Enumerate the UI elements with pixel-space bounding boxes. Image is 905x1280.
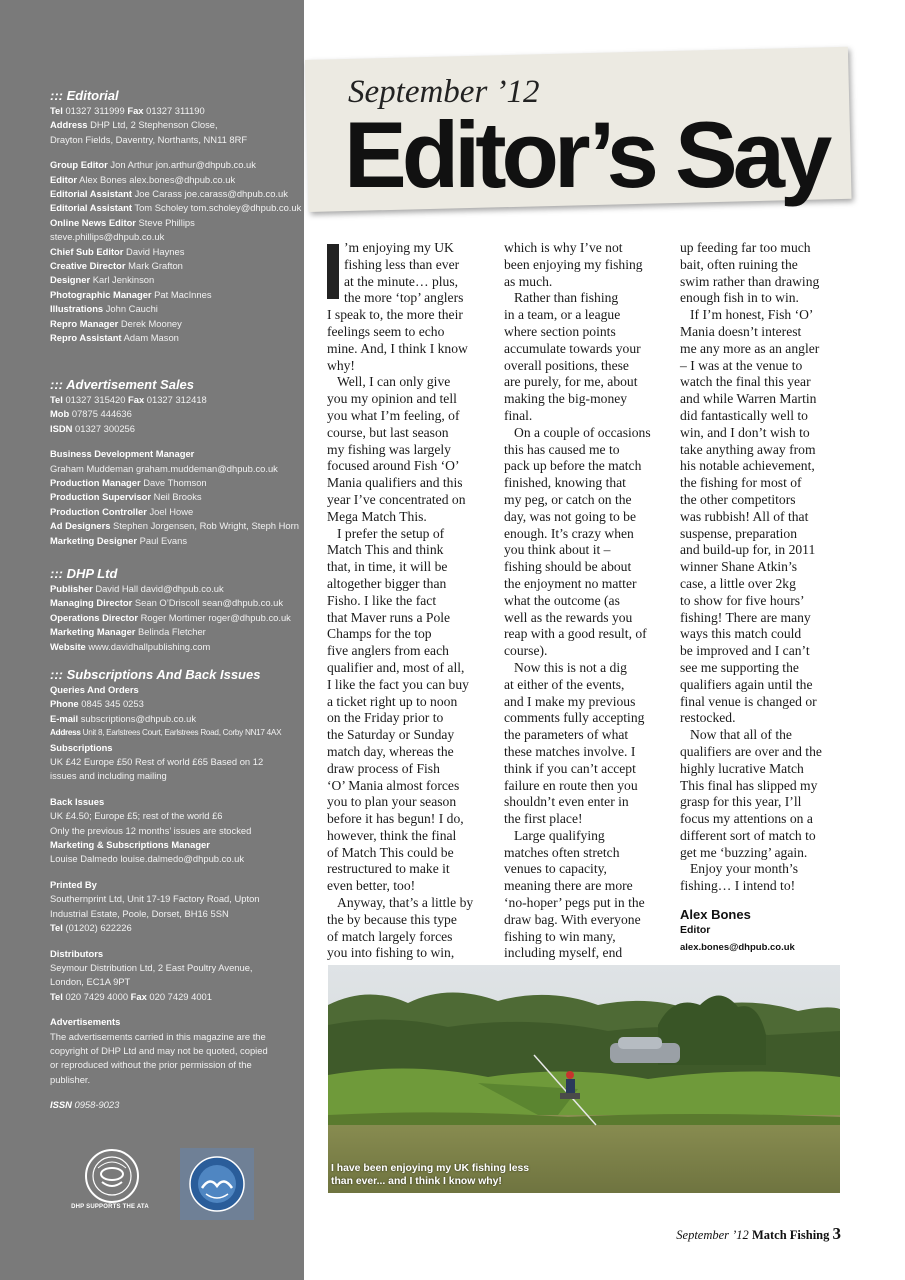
- article-line: Well, I can only give: [337, 374, 451, 390]
- article-line: feelings seem to echo: [327, 323, 445, 339]
- article-line: match day, whereas the: [327, 743, 454, 759]
- bdm-detail: Graham Muddeman graham.muddeman@dhpub.co.uk: [50, 462, 278, 474]
- article-line: me any more as an angler: [680, 340, 820, 356]
- article-line: on the Friday prior to: [327, 710, 444, 726]
- article-photo: [328, 965, 840, 1193]
- ads-staff-list: [50, 476, 300, 548]
- distributors-label: Distributors: [50, 947, 104, 959]
- article-line: Match This and think: [327, 542, 444, 558]
- article-line: I speak to, the more their: [327, 307, 463, 323]
- distributors-1: Seymour Distribution Ltd, 2 East Poultry Avenue,: [50, 961, 253, 973]
- article-column-3: [680, 240, 842, 955]
- article-line: the by because this type: [327, 911, 457, 927]
- printed-by-1: Southernprint Ltd, Unit 17-19 Factory Road, Upton: [50, 893, 260, 905]
- article-line: been enjoying my fishing: [504, 256, 643, 272]
- article-line: finished, knowing that: [504, 475, 626, 491]
- staff-line: Illustrations John Cauchi: [50, 303, 158, 315]
- article-line: restocked.: [680, 710, 736, 726]
- article-line: as much.: [504, 273, 553, 289]
- queries-label: Queries And Orders: [50, 684, 139, 695]
- article-line: swim rather than drawing: [680, 273, 820, 289]
- article-line: fishing to win many,: [504, 928, 616, 944]
- article-line: this has caused me to: [504, 441, 620, 457]
- editorial-address-2: Drayton Fields, Daventry, Northants, NN11 8RF: [50, 133, 248, 145]
- article-line: final venue is changed or: [680, 693, 817, 709]
- marketing-detail: Louise Dalmedo louise.dalmedo@dhpub.co.uk: [50, 853, 245, 865]
- subs-email: E-mail subscriptions@dhpub.co.uk: [50, 712, 197, 724]
- article-line: overall positions, these: [504, 357, 629, 373]
- subscriptions-heading: ::: Subscriptions And Back Issues: [50, 667, 261, 682]
- article-line: to show for five hours’: [680, 592, 805, 608]
- staff-line: Designer Karl Jenkinson: [50, 274, 155, 286]
- ads-mobile: Mob 07875 444636: [50, 408, 132, 420]
- article-line: even better, too!: [327, 878, 416, 894]
- article-line: the Saturday or Sunday: [327, 727, 455, 743]
- article-line: altogether bigger than: [327, 575, 447, 591]
- footer-issue: September ’12: [676, 1228, 749, 1242]
- article-line: suspense, preparation: [680, 525, 798, 541]
- article-line: highly lucrative Match: [680, 760, 804, 776]
- article-line: grasp for this year, I’ll: [680, 794, 802, 810]
- article-line: these matches involve. I: [504, 743, 636, 759]
- article-line: you what I’m feeling, of: [327, 407, 460, 423]
- editorial-heading: ::: Editorial: [50, 88, 119, 103]
- article-line: Fisho. I like the fact: [327, 592, 437, 608]
- article-line: qualifiers are over and the: [680, 743, 822, 759]
- article-line: I like the fact you can buy: [327, 676, 469, 692]
- staff-line: Managing Director Sean O’Driscoll sean@dhpub.co.uk: [50, 597, 284, 609]
- article-line: my peg, or catch on the: [504, 491, 632, 507]
- article-line: venues to capacity,: [504, 861, 607, 877]
- article-line: that Maver runs a Pole: [327, 609, 451, 625]
- advertisements-3: or reproduced without the prior permission of the: [50, 1059, 252, 1071]
- advertisement-sales-heading: ::: Advertisement Sales: [50, 377, 195, 392]
- article-line: focus my attentions on a: [680, 811, 813, 827]
- article-line: different sort of match to: [680, 827, 816, 843]
- advertisements-2: copyright of DHP Ltd and may not be quoted, copied: [50, 1044, 268, 1056]
- distributors-2: London, EC1A 9PT: [50, 976, 131, 988]
- article-column-1: [327, 240, 489, 962]
- staff-line: Group Editor Jon Arthur jon.arthur@dhpub.co.uk: [50, 159, 256, 171]
- article-line: are purely, for me, about: [504, 374, 638, 390]
- article-line: that, in time, it will be: [327, 559, 448, 575]
- article-line: before it has begun! I do,: [327, 811, 464, 827]
- article-line: the parameters of what: [504, 727, 629, 743]
- article-line: you to plan your season: [327, 794, 457, 810]
- article-line: draw bag. With everyone: [504, 911, 641, 927]
- article-line: Now that all of the: [690, 727, 792, 743]
- staff-line: Production Supervisor Neil Brooks: [50, 491, 202, 503]
- angling-trust-badge-icon: [180, 1148, 254, 1220]
- subs-prices: UK £42 Europe £50 Rest of world £65 Based on 12: [50, 756, 264, 768]
- ads-isdn: ISDN 01327 300256: [50, 422, 135, 434]
- article-line: Rather than fishing: [514, 290, 619, 306]
- article-line: was rubbish! All of that: [680, 508, 809, 524]
- staff-line: Operations Director Roger Mortimer roger@dhpub.co.uk: [50, 611, 291, 623]
- logos: [71, 1148, 260, 1228]
- staff-line: Marketing Manager Belinda Fletcher: [50, 626, 206, 638]
- article-line: the enjoyment no matter: [504, 575, 637, 591]
- dhp-heading: ::: DHP Ltd: [50, 566, 118, 581]
- editorial-address: Address DHP Ltd, 2 Stephenson Close,: [50, 119, 218, 131]
- article-line: Mania doesn’t interest: [680, 323, 802, 339]
- article-line: the other competitors: [680, 491, 796, 507]
- staff-line: Editor Alex Bones alex.bones@dhpub.co.uk: [50, 173, 236, 185]
- article-line: at either of the events,: [504, 676, 625, 692]
- staff-line: Creative Director Mark Grafton: [50, 260, 183, 272]
- article-line: get me ‘buzzing’ again.: [680, 844, 808, 860]
- staff-line: Editorial Assistant Joe Carass joe.carass@dhpub.co.uk: [50, 188, 288, 200]
- article-line: which is why I’ve not: [504, 240, 623, 255]
- article-line: of Match This could be: [327, 844, 454, 860]
- back-issues-prices: UK £4.50; Europe £5; rest of the world £6: [50, 810, 223, 822]
- article-line: Enjoy your month’s: [690, 861, 798, 877]
- article-line: fishing… I intend to!: [680, 878, 796, 894]
- article-line: qualifiers again until the: [680, 676, 813, 692]
- article-line: making the big-money: [504, 391, 628, 407]
- advertisement-sales-section: [50, 377, 300, 548]
- page-title: Editor’s Say: [344, 102, 828, 207]
- article-line: fishing less than ever: [344, 256, 460, 272]
- article-line: failure en route then you: [504, 777, 638, 793]
- article-line: mine. And, I think I know: [327, 340, 468, 356]
- article-line: of match largely forces: [327, 928, 453, 944]
- article-line: reap with a good result, of: [504, 626, 647, 642]
- angler-at-lake-image: [328, 965, 840, 1193]
- subs-phone: Phone 0845 345 0253: [50, 698, 144, 710]
- article-line: Mega Match This.: [327, 508, 427, 524]
- article-line: up feeding far too much: [680, 240, 811, 255]
- staff-line: Editorial Assistant Tom Scholey tom.scholey@dhpub.co.uk: [50, 202, 302, 214]
- marketing-label: Marketing & Subscriptions Manager: [50, 839, 210, 851]
- staff-line: Marketing Designer Paul Evans: [50, 534, 188, 546]
- editorial-section: [50, 88, 300, 346]
- article-line: in a team, or a league: [504, 307, 621, 323]
- article-line: five anglers from each: [327, 643, 449, 659]
- article-line: the first place!: [504, 811, 583, 827]
- article-line: course).: [504, 643, 548, 659]
- page-number: 3: [832, 1224, 841, 1243]
- article-line: the more ‘top’ anglers: [344, 290, 464, 306]
- article-line: qualifier and, most of all,: [327, 659, 465, 675]
- subs-address: Address Unit 8, Earlstrees Court, Earlstrees Road, Corby NN17 4AX: [50, 728, 282, 738]
- article-line: case, a little over 2kg: [680, 575, 796, 591]
- back-issues-label: Back Issues: [50, 795, 105, 807]
- back-issues-note: Only the previous 12 months’ issues are stocked: [50, 824, 252, 836]
- article-line: focused around Fish ‘O’: [327, 458, 460, 474]
- article-line: including myself, end: [504, 945, 623, 961]
- signature-email: alex.bones@dhpub.co.uk: [680, 942, 795, 954]
- page-footer: [676, 1224, 841, 1244]
- subs-prices-2: issues and including mailing: [50, 770, 167, 782]
- article-line: Now this is not a dig: [514, 659, 627, 675]
- article-line: watch the final this year: [680, 374, 811, 390]
- staff-line: Ad Designers Stephen Jorgensen, Rob Wright, Steph Horn: [50, 520, 299, 532]
- article-line: Anyway, that’s a little by: [337, 895, 474, 911]
- article-line: well as the rewards you: [504, 609, 633, 625]
- article-line: see me supporting the: [680, 659, 799, 675]
- article-line: Large qualifying: [514, 827, 605, 843]
- article-line: final.: [504, 407, 533, 423]
- article-line: where section points: [504, 323, 616, 339]
- article-line: enough. It’s crazy when: [504, 525, 634, 541]
- article-line: ‘O’ Mania almost forces: [327, 777, 460, 793]
- staff-line: Production Controller Joel Howe: [50, 505, 194, 517]
- staff-line: steve.phillips@dhpub.co.uk: [50, 231, 165, 243]
- photo-caption: I have been enjoying my UK fishing less than ever... and I think I know why!: [331, 1163, 530, 1187]
- article-line: enough fish in to win.: [680, 290, 799, 306]
- article-line: matches often stretch: [504, 844, 620, 860]
- footer-magazine: Match Fishing: [751, 1228, 830, 1242]
- masthead-sidebar: [0, 0, 304, 1280]
- signature-role: Editor: [680, 924, 711, 937]
- printed-by-2: Industrial Estate, Poole, Dorset, BH16 5SN: [50, 907, 229, 919]
- article-line: and I make my previous: [504, 693, 636, 709]
- article-line: draw process of Fish: [327, 760, 440, 776]
- article-line: course, but last season: [327, 424, 449, 440]
- bdm-label: Business Development Manager: [50, 448, 195, 460]
- dhp-section: [50, 566, 300, 654]
- article-line: ways this match could: [680, 626, 802, 642]
- dhp-staff-list: [50, 582, 300, 654]
- article-line: fishing! There are many: [680, 609, 811, 625]
- printed-by-tel: Tel (01202) 622226: [50, 922, 132, 934]
- staff-line: Repro Manager Derek Mooney: [50, 317, 182, 329]
- ads-phone: Tel 01327 315420 Fax 01327 312418: [50, 394, 207, 405]
- staff-line: Publisher David Hall david@dhpub.co.uk: [50, 583, 224, 594]
- staff-line: Website www.davidhallpublishing.com: [50, 640, 211, 652]
- distributors-tel: Tel 020 7429 4000 Fax 020 7429 4001: [50, 990, 212, 1002]
- article-line: comments fully accepting: [504, 710, 645, 726]
- article-line: what the outcome (as: [504, 592, 620, 608]
- article-line: meaning there are more: [504, 878, 633, 894]
- editorial-phone: Tel 01327 311999 Fax 01327 311190: [50, 105, 205, 116]
- signature-name: Alex Bones: [680, 907, 751, 923]
- article-line: be improved and I can’t: [680, 643, 810, 659]
- article-line: winner Shane Atkin’s: [680, 559, 798, 575]
- article-line: day, was not going to be: [504, 508, 637, 524]
- article-line: did fantastically well to: [680, 407, 808, 423]
- ata-caption: DHP SUPPORTS THE ATA: [71, 1204, 149, 1210]
- article-line: his notable achievement,: [680, 458, 815, 474]
- ata-logo-icon: [84, 1148, 140, 1204]
- article-line: If I’m honest, Fish ‘O’: [690, 307, 814, 323]
- article-line: you think about it –: [504, 542, 611, 558]
- advertisements-1: The advertisements carried in this magazine are the: [50, 1030, 266, 1042]
- article-line: year I’ve concentrated on: [327, 491, 466, 507]
- drop-cap-i: [327, 244, 339, 299]
- staff-line: Production Manager Dave Thomson: [50, 477, 207, 489]
- article-line: Mania qualifiers and this: [327, 475, 463, 491]
- article-line: accumulate towards your: [504, 340, 641, 356]
- article-line: win, and I don’t wish to: [680, 424, 810, 440]
- article-line: you into fishing to win,: [327, 945, 455, 961]
- article-line: the fishing for most of: [680, 475, 802, 491]
- article-line: ‘no-hoper’ pegs put in the: [504, 895, 645, 911]
- staff-line: Repro Assistant Adam Mason: [50, 332, 179, 344]
- issue-label: September ’12: [348, 74, 540, 110]
- article-line: think if you can’t accept: [504, 760, 636, 776]
- article-column-2: [504, 240, 666, 962]
- issn: ISSN 0958-9023: [50, 1099, 120, 1111]
- advertisements-4: publisher.: [50, 1073, 91, 1085]
- article-line: fishing should be about: [504, 559, 632, 575]
- article-line: Champs for the top: [327, 626, 432, 642]
- subs-label: Subscriptions: [50, 741, 113, 753]
- article-line: at the minute… plus,: [344, 273, 459, 289]
- article-line: you my opinion and tell: [327, 391, 457, 407]
- article-line: pack up before the match: [504, 458, 642, 474]
- article-line: my fishing was largely: [327, 441, 451, 457]
- article-line: On a couple of occasions: [514, 424, 651, 440]
- article-line: take anything away from: [680, 441, 816, 457]
- staff-line: Photographic Manager Pat MacInnes: [50, 288, 212, 300]
- article-line: I prefer the setup of: [337, 525, 445, 541]
- subscriptions-section: [50, 667, 300, 1113]
- staff-line: Chief Sub Editor David Haynes: [50, 245, 185, 257]
- article-line: however, think the final: [327, 827, 457, 843]
- article-line: ’m enjoying my UK: [344, 240, 454, 255]
- article-line: and while Warren Martin: [680, 391, 817, 407]
- article-line: why!: [327, 357, 355, 373]
- article-line: bait, often ruining the: [680, 256, 798, 272]
- editorial-staff-list: [50, 158, 300, 345]
- article-line: This final has slipped my: [680, 777, 818, 793]
- printed-by-label: Printed By: [50, 878, 97, 890]
- article-line: shouldn’t even enter in: [504, 794, 629, 810]
- article-line: – I was at the venue to: [680, 357, 803, 373]
- article-line: restructured to make it: [327, 861, 450, 877]
- staff-line: Online News Editor Steve Phillips: [50, 216, 195, 228]
- article-line: a ticket right up to noon: [327, 693, 458, 709]
- advertisements-label: Advertisements: [50, 1016, 121, 1028]
- article-line: and build-up for, in 2011: [680, 542, 816, 558]
